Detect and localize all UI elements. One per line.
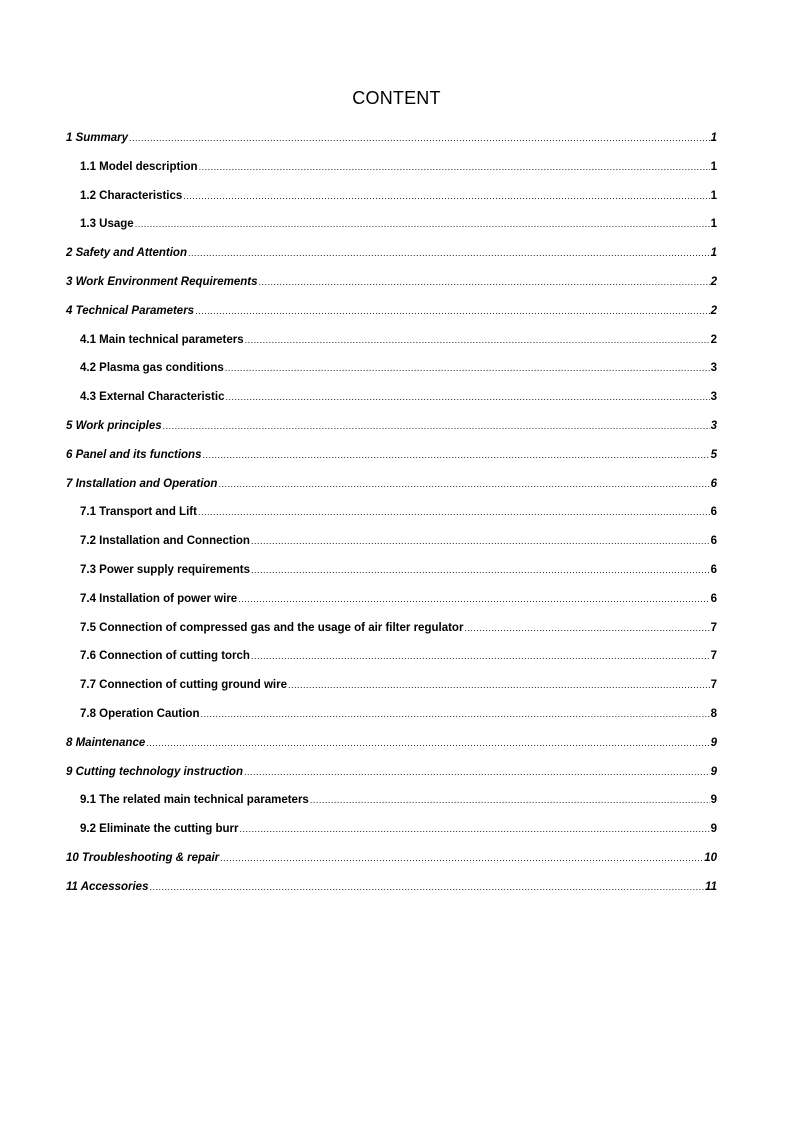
dot-leader xyxy=(129,128,710,148)
toc-entry-label: 6 Panel and its functions xyxy=(66,448,202,461)
toc-entry-label: 1.1 Model description xyxy=(80,160,198,173)
dot-leader xyxy=(310,790,710,810)
toc-entry-page-number: 7 xyxy=(710,621,717,634)
toc-entry-label: 4.2 Plasma gas conditions xyxy=(80,362,224,375)
toc-entry[interactable] xyxy=(66,416,717,445)
toc-entry-label: 5 Work principles xyxy=(66,419,162,432)
dot-leader xyxy=(163,416,710,436)
toc-entry[interactable] xyxy=(66,474,717,503)
toc-entry-label: 9.1 The related main technical parameters xyxy=(80,794,309,807)
toc-entry[interactable] xyxy=(66,704,717,733)
toc-entry-page-number: 11 xyxy=(705,880,717,893)
toc-entry-page-number: 1 xyxy=(710,189,717,202)
dot-leader xyxy=(198,502,710,522)
toc-entry-label: 9.2 Eliminate the cutting burr xyxy=(80,823,239,836)
toc-entry-page-number: 10 xyxy=(704,851,717,864)
toc-entry[interactable] xyxy=(66,646,717,675)
dot-leader xyxy=(245,330,710,350)
toc-entry[interactable] xyxy=(66,618,717,647)
toc-entry-label: 7.2 Installation and Connection xyxy=(80,535,250,548)
toc-entry-page-number: 7 xyxy=(710,650,717,663)
dot-leader xyxy=(288,675,710,695)
toc-entry[interactable] xyxy=(66,531,717,560)
toc-entry[interactable] xyxy=(66,445,717,474)
dot-leader xyxy=(199,157,710,177)
toc-entry-page-number: 9 xyxy=(710,765,717,778)
toc-entry[interactable] xyxy=(66,502,717,531)
toc-entry[interactable] xyxy=(66,301,717,330)
toc-entry[interactable] xyxy=(66,675,717,704)
toc-entry-label: 10 Troubleshooting & repair xyxy=(66,851,220,864)
toc-entry[interactable] xyxy=(66,243,717,272)
dot-leader xyxy=(251,646,710,666)
toc-entry-label: 7.4 Installation of power wire xyxy=(80,592,238,605)
toc-entry-page-number: 9 xyxy=(710,736,717,749)
toc-entry-label: 1.3 Usage xyxy=(80,218,134,231)
dot-leader xyxy=(225,387,709,407)
toc-entry-label: 1 Summary xyxy=(66,132,129,144)
dot-leader xyxy=(146,733,709,753)
dot-leader xyxy=(135,214,710,234)
toc-entry-page-number: 9 xyxy=(710,794,717,807)
dot-leader xyxy=(239,819,709,839)
dot-leader xyxy=(183,186,709,206)
toc-entry-label: 4 Technical Parameters xyxy=(66,304,195,317)
dot-leader xyxy=(259,272,710,292)
toc-entry-label: 3 Work Environment Requirements xyxy=(66,275,258,288)
dot-leader xyxy=(218,474,709,494)
toc-entry[interactable] xyxy=(66,762,717,791)
toc-entry-page-number: 2 xyxy=(710,333,717,346)
table-of-contents xyxy=(66,128,717,906)
toc-entry-page-number: 7 xyxy=(710,679,717,692)
toc-entry-label: 4.1 Main technical parameters xyxy=(80,333,244,346)
toc-entry-label: 11 Accessories xyxy=(66,880,149,893)
dot-leader xyxy=(201,704,710,724)
dot-leader xyxy=(464,618,709,638)
toc-entry-label: 7.6 Connection of cutting torch xyxy=(80,650,250,663)
toc-entry-label: 7 Installation and Operation xyxy=(66,477,218,490)
toc-entry-page-number: 6 xyxy=(710,477,717,490)
toc-entry-label: 7.7 Connection of cutting ground wire xyxy=(80,679,287,692)
toc-entry[interactable] xyxy=(66,214,717,243)
toc-entry-page-number: 2 xyxy=(710,275,717,288)
toc-entry[interactable] xyxy=(66,877,717,906)
toc-entry[interactable] xyxy=(66,589,717,618)
toc-entry-page-number: 8 xyxy=(710,707,717,720)
toc-entry-page-number: 2 xyxy=(710,304,717,317)
toc-entry[interactable] xyxy=(66,819,717,848)
toc-entry[interactable] xyxy=(66,358,717,387)
toc-entry-page-number: 1 xyxy=(710,132,717,144)
toc-entry-page-number: 6 xyxy=(710,592,717,605)
toc-entry[interactable] xyxy=(66,157,717,186)
dot-leader xyxy=(149,877,704,897)
toc-entry-page-number: 5 xyxy=(710,448,717,461)
toc-entry-page-number: 6 xyxy=(710,506,717,519)
dot-leader xyxy=(220,848,703,868)
toc-entry-label: 1.2 Characteristics xyxy=(80,189,183,202)
toc-entry-page-number: 3 xyxy=(710,419,717,432)
dot-leader xyxy=(251,531,710,551)
toc-entry[interactable] xyxy=(66,186,717,215)
dot-leader xyxy=(244,762,710,782)
dot-leader xyxy=(195,301,710,321)
toc-entry-label: 9 Cutting technology instruction xyxy=(66,765,243,778)
toc-entry[interactable] xyxy=(66,387,717,416)
toc-entry-page-number: 1 xyxy=(710,160,717,173)
toc-entry-label: 7.8 Operation Caution xyxy=(80,707,200,720)
toc-entry-label: 7.5 Connection of compressed gas and the usage of air filter regulator xyxy=(80,621,464,634)
toc-entry[interactable] xyxy=(66,272,717,301)
dot-leader xyxy=(225,358,710,378)
dot-leader xyxy=(251,560,710,580)
page-title: CONTENT xyxy=(352,88,441,108)
toc-entry-page-number: 3 xyxy=(710,362,717,375)
toc-entry-page-number: 1 xyxy=(710,218,717,231)
toc-entry-page-number: 9 xyxy=(710,823,717,836)
toc-entry[interactable] xyxy=(66,848,717,877)
toc-entry-label: 7.1 Transport and Lift xyxy=(80,506,197,519)
toc-entry-page-number: 3 xyxy=(710,391,717,404)
toc-entry-page-number: 6 xyxy=(710,535,717,548)
toc-entry-page-number: 6 xyxy=(710,563,717,576)
dot-leader xyxy=(188,243,710,263)
toc-entry-label: 4.3 External Characteristic xyxy=(80,391,225,404)
toc-entry-page-number: 1 xyxy=(710,247,717,260)
toc-entry[interactable] xyxy=(66,560,717,589)
toc-entry-label: 2 Safety and Attention xyxy=(66,247,187,260)
toc-entry-label: 7.3 Power supply requirements xyxy=(80,563,251,576)
toc-entry[interactable] xyxy=(66,128,717,157)
toc-entry-label: 8 Maintenance xyxy=(66,736,146,749)
dot-leader xyxy=(238,589,709,609)
toc-entry[interactable] xyxy=(66,330,717,359)
toc-entry[interactable] xyxy=(66,733,717,762)
dot-leader xyxy=(202,445,709,465)
toc-entry[interactable] xyxy=(66,790,717,819)
